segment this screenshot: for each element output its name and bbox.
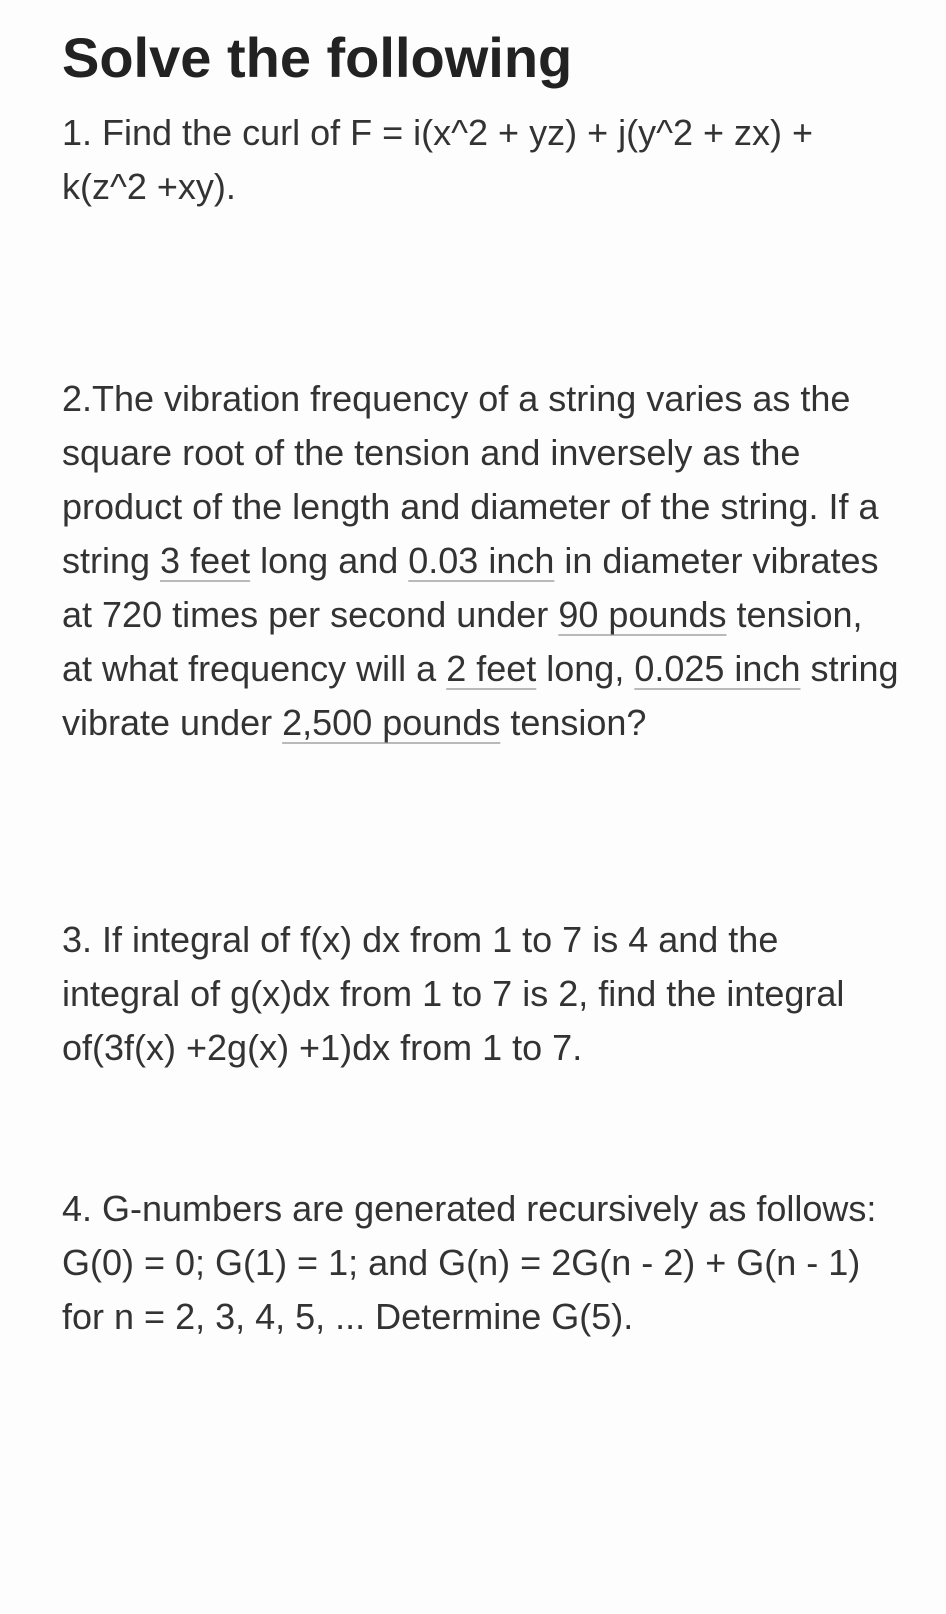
underlined-tension-1: 90 pounds (558, 594, 727, 635)
question-2-text: long, (536, 648, 635, 689)
question-2-text: long and (250, 540, 409, 581)
question-2 (62, 372, 902, 750)
underlined-tension-2: 2,500 pounds (282, 702, 501, 743)
question-2-text: string vibrate under (62, 648, 899, 743)
question-3: 3. If integral of f(x) dx from 1 to 7 is 4 and the integral of g(x)dx from 1 to 7 is 2, find the integral of(3f(x) +2g(x) +1)dx from 1 to 7. (62, 919, 845, 1068)
question-2-text: in diameter vibrates at 720 times per second under (62, 540, 879, 635)
question-4: 4. G-numbers are generated recursively as follows: G(0) = 0; G(1) = 1; and G(n) = 2G(n - 2) + G(n - 1) for n = 2, 3, 4, 5, ... Determine G(5). (62, 1188, 877, 1337)
question-2-text: tension, at what frequency will a (62, 594, 863, 689)
underlined-diameter-2: 0.025 inch (634, 648, 801, 689)
page-title: Solve the following (62, 26, 573, 89)
question-1: 1. Find the curl of F = i(x^2 + yz) + j(y^2 + zx) + k(z^2 +xy). (62, 112, 814, 207)
question-2-text: 2.The vibration frequency of a string varies as the square root of the tension and inversely as the product of the length and diameter of the string. If a string (62, 378, 879, 581)
question-2-text: tension? (500, 702, 647, 743)
underlined-diameter-1: 0.03 inch (408, 540, 555, 581)
underlined-length-2: 2 feet (446, 648, 537, 689)
underlined-length-1: 3 feet (160, 540, 251, 581)
